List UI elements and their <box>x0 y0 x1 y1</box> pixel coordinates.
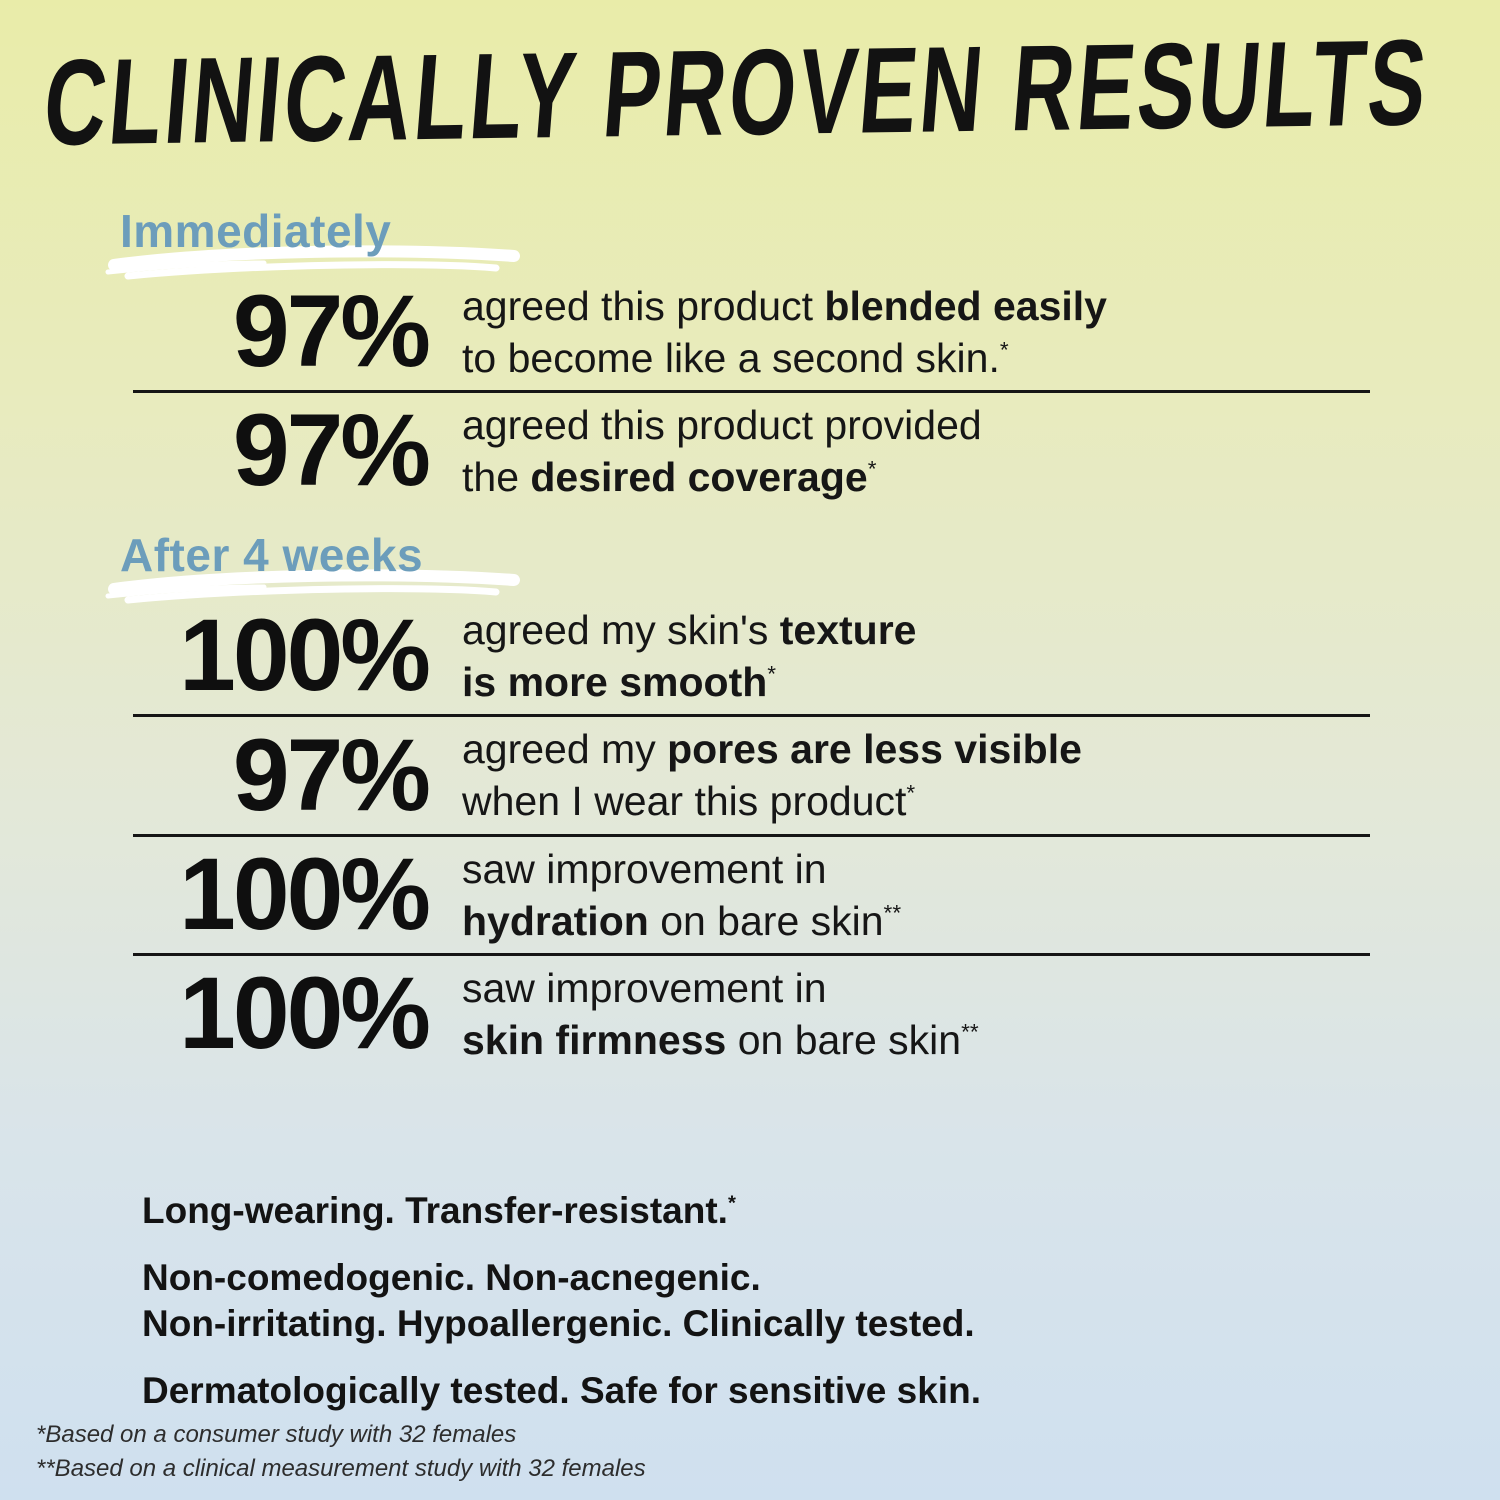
footnotes-block <box>36 1418 646 1486</box>
text-emphasis: pores are less visible <box>667 726 1082 773</box>
text-emphasis: hydration <box>462 897 649 944</box>
stat-description-line <box>462 962 979 1014</box>
text: saw improvement in <box>462 964 827 1011</box>
stat-description-line <box>462 332 1107 384</box>
text-emphasis: desired coverage <box>530 454 868 501</box>
results-list <box>120 205 1370 1072</box>
footnote-marker: ** <box>883 899 902 925</box>
text-emphasis: is more smooth <box>462 659 768 706</box>
section-heading <box>120 205 1370 258</box>
stat-row <box>120 956 1370 1072</box>
footnote-marker: ** <box>961 1019 979 1045</box>
stat-description-line <box>462 775 1082 827</box>
claim-line <box>142 1255 981 1301</box>
section-heading <box>120 529 1370 582</box>
stat-description-line <box>462 280 1107 332</box>
text: agreed this product provided <box>462 402 982 449</box>
footnote-marker: * <box>999 337 1009 363</box>
stat-description-line <box>462 895 901 947</box>
stat-description-line <box>462 656 916 708</box>
stat-description-line <box>462 843 901 895</box>
stat-description-line <box>462 451 982 503</box>
text-emphasis: Non-comedogenic. Non-acnegenic. <box>142 1256 761 1298</box>
stat-row <box>120 598 1370 714</box>
text-emphasis: texture <box>779 607 917 654</box>
text-emphasis: blended easily <box>824 283 1107 329</box>
claim-line <box>142 1301 981 1347</box>
stat-description <box>462 843 901 947</box>
text-emphasis: Dermatologically tested. Safe for sensitive skin. <box>142 1369 981 1411</box>
stat-description <box>462 723 1082 827</box>
claim-paragraph <box>142 1368 981 1414</box>
stat-description <box>462 280 1107 384</box>
text: the <box>462 454 531 501</box>
text: when I wear this product <box>462 778 907 825</box>
stat-description-line <box>462 399 982 451</box>
stat-value: 100% <box>179 836 428 951</box>
claim-line <box>142 1188 981 1234</box>
text-emphasis: skin firmness <box>462 1016 727 1063</box>
stat-value: 97% <box>232 717 428 832</box>
stat-description-line <box>462 604 916 656</box>
text-emphasis: Non-irritating. Hypoallergenic. Clinically tested. <box>142 1302 975 1344</box>
footnote-marker: * <box>906 780 916 806</box>
text: agreed my skin's <box>462 607 780 654</box>
page-title: CLINICALLY PROVEN RESULTS <box>39 14 1435 172</box>
claim-paragraph <box>142 1188 981 1234</box>
text: saw improvement in <box>462 845 827 892</box>
text-emphasis: Long-wearing. Transfer-resistant. <box>142 1190 728 1231</box>
footnote-marker: * <box>727 1192 736 1215</box>
claim-paragraph <box>142 1255 981 1347</box>
stat-description-line <box>462 1014 979 1066</box>
text: agreed this product <box>462 283 825 329</box>
stat-description <box>462 399 982 503</box>
stat-description <box>462 604 916 708</box>
stat-description-line <box>462 723 1082 775</box>
stat-value: 100% <box>179 955 428 1070</box>
stat-value: 97% <box>232 274 428 389</box>
stat-row <box>120 717 1370 833</box>
section-heading-label: Immediately <box>120 205 392 257</box>
stat-value: 97% <box>232 393 428 508</box>
footnote: **Based on a clinical measurement study with 32 females <box>36 1455 646 1483</box>
text: on bare skin <box>726 1016 962 1063</box>
stat-row <box>120 274 1370 390</box>
stat-row <box>120 837 1370 953</box>
text: on bare skin <box>648 897 884 944</box>
footnote-marker: * <box>867 456 877 482</box>
stat-value: 100% <box>179 598 428 713</box>
section-heading-label: After 4 weeks <box>120 529 424 582</box>
footnote: *Based on a consumer study with 32 females <box>36 1421 517 1448</box>
stat-row <box>120 393 1370 509</box>
stat-description <box>462 962 979 1066</box>
footnote-marker: * <box>767 661 777 687</box>
text: agreed my <box>462 726 668 773</box>
text: to become like a second skin. <box>462 335 1000 382</box>
claims-block <box>142 1188 981 1435</box>
claim-line <box>142 1368 981 1414</box>
